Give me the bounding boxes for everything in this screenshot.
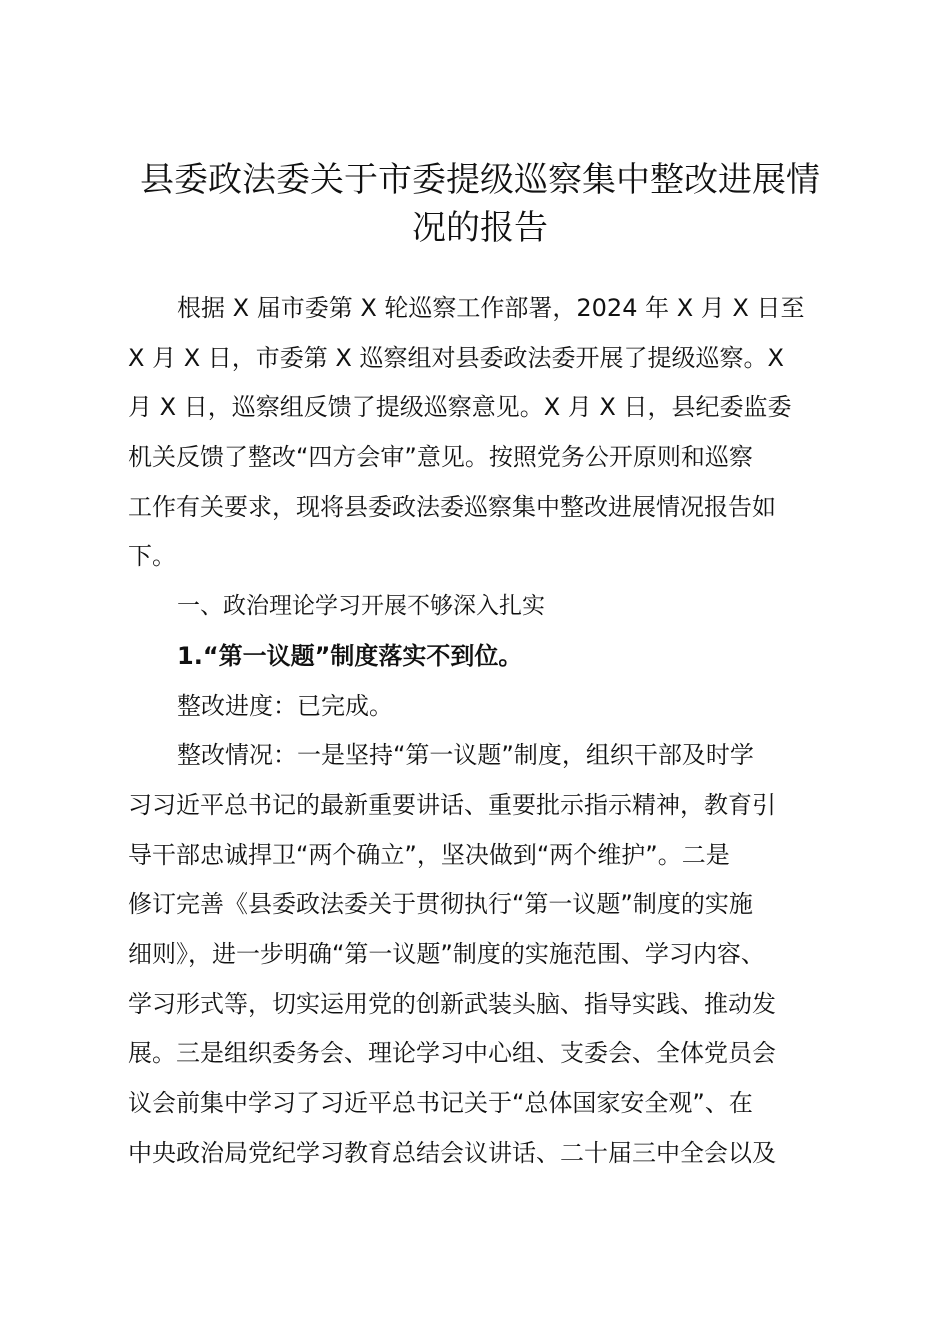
situation-paragraph-line: 议会前集中学习了习近平总书记关于“总体国家安全观”、在 <box>128 1089 753 1117</box>
title-line: 县委政法委关于市委提级巡察集中整改进展情 <box>140 160 820 200</box>
document-title <box>100 156 860 252</box>
document-body <box>128 284 840 1178</box>
item-heading: 1.“第一议题”制度落实不到位。 <box>177 641 523 670</box>
intro-paragraph-line: 下。 <box>128 542 176 571</box>
situation-paragraph-line: 学习形式等，切实运用党的创新武装头脑、指导实践、推动发 <box>128 989 776 1018</box>
situation-paragraph-line: 细则》，进一步明确“第一议题”制度的实施范围、学习内容、 <box>128 939 765 968</box>
situation-paragraph-line: 整改情况：一是坚持“第一议题”制度，组织干部及时学 <box>177 741 754 770</box>
situation-paragraph-line: 展。三是组织委务会、理论学习中心组、支委会、全体党员会 <box>128 1039 776 1068</box>
situation-paragraph-line: 修订完善《县委政法委关于贯彻执行“第一议题”制度的实施 <box>128 890 753 919</box>
situation-paragraph-line: 导干部忠诚捍卫“两个确立”，坚决做到“两个维护”。二是 <box>128 840 730 869</box>
title-line: 况的报告 <box>412 208 548 248</box>
situation-paragraph-line: 习习近平总书记的最新重要讲话、重要批示指示精神，教育引 <box>128 790 776 819</box>
intro-paragraph-line: 根据 X 届市委第 X 轮巡察工作部署，2024 年 X 月 X 日至 <box>177 294 805 322</box>
intro-paragraph-line: 工作有关要求，现将县委政法委巡察集中整改进展情况报告如 <box>128 492 776 521</box>
situation-paragraph-line: 中央政治局党纪学习教育总结会议讲话、二十届三中全会以及 <box>128 1138 776 1167</box>
intro-paragraph-line: X 月 X 日，市委第 X 巡察组对县委政法委开展了提级巡察。X <box>128 343 784 372</box>
section-heading: 一、政治理论学习开展不够深入扎实 <box>177 593 545 620</box>
intro-paragraph-line: 月 X 日，巡察组反馈了提级巡察意见。X 月 X 日，县纪委监委 <box>128 393 792 422</box>
progress-line: 整改进度：已完成。 <box>177 691 393 720</box>
intro-paragraph-line: 机关反馈了整改“四方会审”意见。按照党务公开原则和巡察 <box>128 443 753 472</box>
